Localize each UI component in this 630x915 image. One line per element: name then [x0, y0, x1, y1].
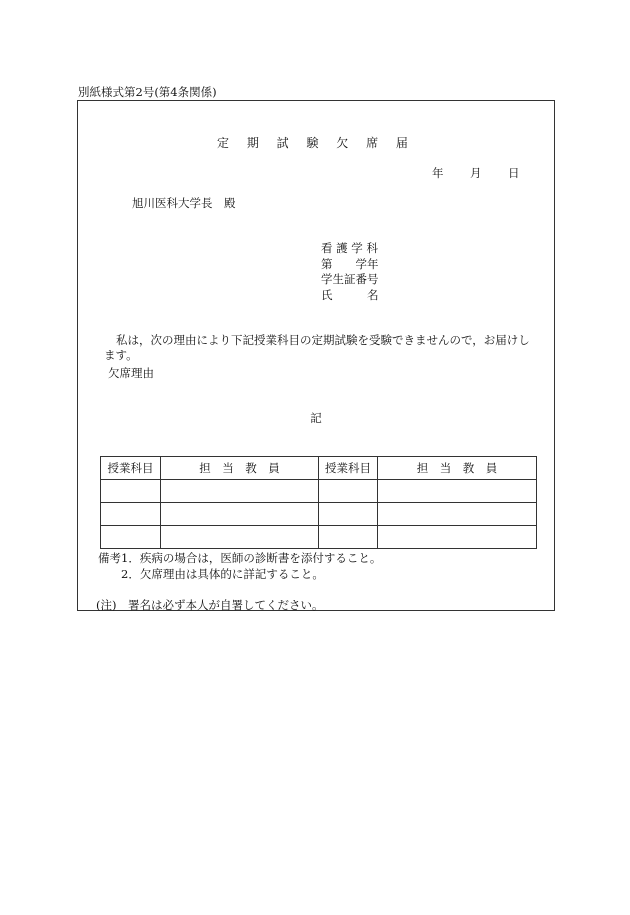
table-row — [101, 480, 537, 503]
header-subject-1: 授業科目 — [101, 457, 161, 480]
subject-cell[interactable] — [101, 503, 161, 526]
statement-text: 私は，次の理由により下記授業科目の定期試験を受験できませんので，お届けします。 — [104, 333, 530, 362]
subject-cell[interactable] — [101, 480, 161, 503]
subject-cell[interactable] — [319, 526, 378, 549]
subject-cell[interactable] — [101, 526, 161, 549]
applicant-block — [321, 241, 379, 303]
student-name-label: 氏 名 — [321, 287, 379, 302]
table-row — [101, 503, 537, 526]
teacher-cell[interactable] — [378, 526, 537, 549]
header-teacher-2: 担 当 教 員 — [378, 457, 537, 480]
date-month-label: 月 — [470, 166, 482, 180]
remarks — [98, 550, 381, 582]
header-subject-2: 授業科目 — [319, 457, 378, 480]
subject-cell[interactable] — [319, 503, 378, 526]
remark-1: 備考1．疾病の場合は，医師の診断書を添付すること。 — [98, 551, 382, 565]
teacher-cell[interactable] — [161, 503, 319, 526]
teacher-cell[interactable] — [378, 480, 537, 503]
addressee: 旭川医科大学長 殿 — [132, 196, 236, 210]
subjects-table — [100, 456, 537, 549]
ki-heading: 記 — [310, 411, 322, 425]
department-label: 看 護 学 科 — [321, 241, 378, 255]
teacher-cell[interactable] — [161, 480, 319, 503]
date-year-label: 年 — [432, 166, 444, 180]
teacher-cell[interactable] — [161, 526, 319, 549]
table-row — [101, 526, 537, 549]
date-day-label: 日 — [508, 166, 520, 180]
form-frame — [77, 100, 555, 611]
header-teacher-1: 担 当 教 員 — [161, 457, 319, 480]
signature-caution: (注) 署名は必ず本人が自署してください。 — [96, 598, 324, 612]
form-number-label: 別紙様式第2号(第4条関係) — [78, 85, 217, 99]
student-id-label: 学生証番号 — [321, 272, 379, 286]
remark-2: 2．欠席理由は具体的に詳記すること。 — [98, 567, 324, 581]
table-header-row — [101, 457, 537, 480]
date-line — [432, 165, 520, 181]
absence-reason-label: 欠席理由 — [108, 366, 154, 380]
teacher-cell[interactable] — [378, 503, 537, 526]
form-title: 定 期 試 験 欠 席 届 — [217, 136, 415, 150]
subject-cell[interactable] — [319, 480, 378, 503]
student-year-label: 第 学年 — [321, 256, 379, 271]
